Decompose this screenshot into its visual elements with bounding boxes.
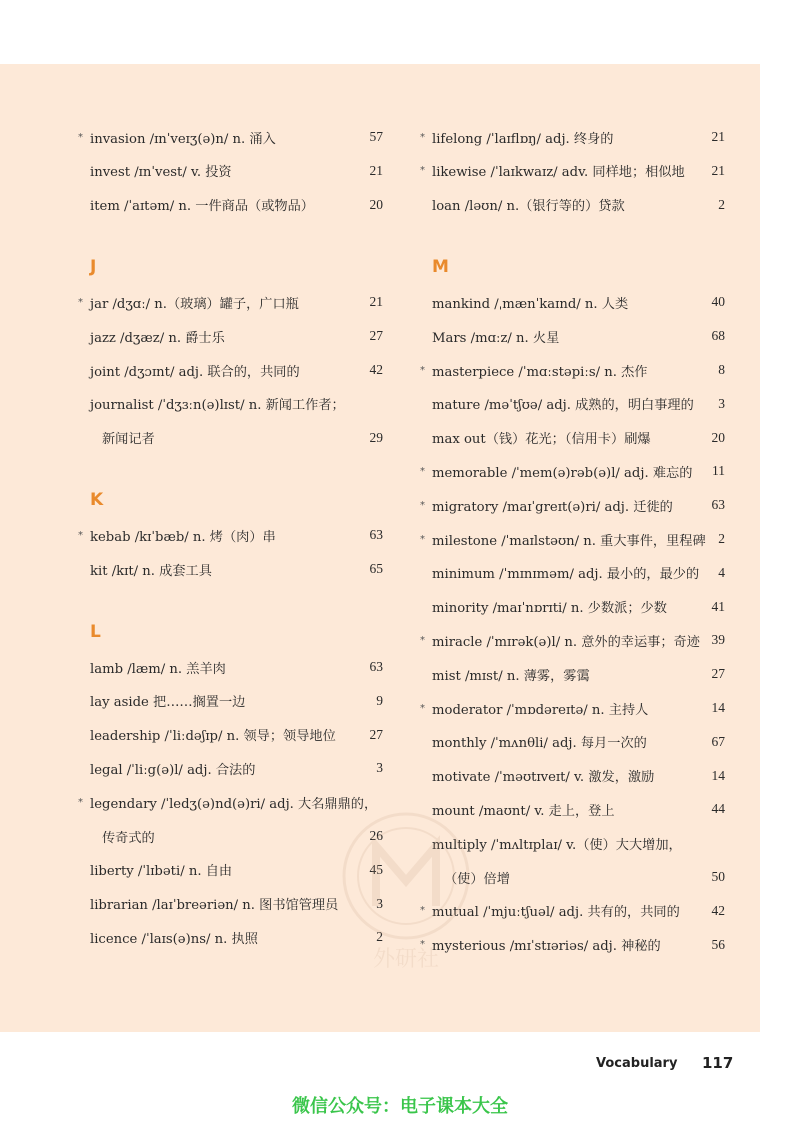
entry-text: mutual /ˈmjuːtʃuəl/ adj. 共有的，共同的 <box>432 905 680 921</box>
entry-page-number: 8 <box>718 362 725 377</box>
entry-text: lamb /læm/ n. 羔羊肉 <box>90 661 226 677</box>
entry-page-number: 50 <box>711 869 725 884</box>
vocab-entry <box>80 188 385 222</box>
entry-page-number: 63 <box>711 497 725 513</box>
vocab-entry <box>422 353 727 387</box>
vocab-entry <box>80 751 385 785</box>
entry-text: （使）倍增 <box>444 871 510 887</box>
section-letter: J <box>90 257 97 278</box>
vocab-entry <box>422 488 727 522</box>
wechat-watermark: 微信公众号：电子课本大全 <box>292 1096 508 1117</box>
vocab-entry <box>80 552 385 586</box>
entry-text: leadership /ˈliːdəʃɪp/ n. 领导；领导地位 <box>90 729 336 745</box>
star-icon: * <box>420 499 425 511</box>
entry-page-number: 9 <box>376 692 383 708</box>
star-icon: * <box>78 131 83 143</box>
entry-text: jazz /dʒæz/ n. 爵士乐 <box>90 330 225 346</box>
entry-text: librarian /laɪˈbreəriən/ n. 图书馆管理员 <box>90 898 339 914</box>
entry-text: loan /ləʊn/ n.（银行等的）贷款 <box>432 199 625 215</box>
vocab-entry <box>80 154 385 188</box>
star-icon: * <box>420 131 425 143</box>
entry-page-number: 42 <box>369 362 383 377</box>
entry-page-number: 26 <box>369 828 383 843</box>
entry-page-number: 29 <box>369 429 383 445</box>
entry-text: mist /mɪst/ n. 薄雾，雾霭 <box>432 668 590 684</box>
entry-text: milestone /ˈmaɪlstəʊn/ n. 重大事件，里程碑 <box>432 533 706 549</box>
entry-page-number: 4 <box>718 564 725 580</box>
vocab-entry <box>80 353 385 387</box>
vocab-entry <box>422 387 727 421</box>
star-icon: * <box>78 796 83 808</box>
entry-text: mankind /ˌmænˈkaɪnd/ n. 人类 <box>432 296 629 312</box>
entry-page-number: 20 <box>711 429 725 445</box>
vocab-entry <box>80 319 385 353</box>
entry-page-number: 40 <box>711 294 725 310</box>
vocab-entry <box>422 556 727 590</box>
entry-page-number: 39 <box>711 632 725 648</box>
entry-page-number: 57 <box>369 129 383 144</box>
vocab-entry <box>422 285 727 319</box>
vocab-entry <box>80 387 385 421</box>
entry-text: joint /dʒɔɪnt/ adj. 联合的，共同的 <box>90 364 300 380</box>
entry-page-number: 27 <box>369 726 383 742</box>
entry-page-number: 68 <box>711 328 725 344</box>
vocab-entry <box>80 650 385 684</box>
vocab-entry <box>422 725 727 759</box>
entry-page-number: 14 <box>711 767 725 783</box>
vocab-entry <box>422 120 727 154</box>
entry-text: Mars /mɑːz/ n. 火星 <box>432 330 560 346</box>
vocab-entry <box>422 623 727 657</box>
section-letter: M <box>432 257 449 278</box>
star-icon: * <box>420 465 425 477</box>
star-icon: * <box>420 533 425 545</box>
star-icon: * <box>78 529 83 541</box>
entry-text: item /ˈaɪtəm/ n. 一件商品（或物品） <box>90 199 314 215</box>
entry-page-number: 63 <box>369 659 383 674</box>
entry-page-number: 27 <box>369 328 383 344</box>
star-icon: * <box>420 634 425 646</box>
vocab-entry <box>422 691 727 725</box>
entry-text: legal /ˈliːg(ə)l/ adj. 合法的 <box>90 762 256 778</box>
entry-text: likewise /ˈlaɪkwaɪz/ adv. 同样地；相似地 <box>432 165 685 181</box>
entry-text: lifelong /ˈlaɪflɒŋ/ adj. 终身的 <box>432 131 614 147</box>
entry-text: 新闻记者 <box>102 432 155 448</box>
entry-text: invest /ɪnˈvest/ v. 投资 <box>90 165 232 181</box>
entry-text: kit /kɪt/ n. 成套工具 <box>90 563 212 579</box>
vocab-entry <box>422 421 727 455</box>
entry-text: multiply /ˈmʌltɪplaɪ/ v.（使）大大增加， <box>432 837 682 853</box>
star-icon: * <box>420 702 425 714</box>
entry-page-number: 67 <box>711 733 725 749</box>
vocab-entry <box>80 120 385 154</box>
entry-page-number: 27 <box>711 666 725 682</box>
entry-page-number: 42 <box>711 902 725 918</box>
vocab-entry <box>80 285 385 319</box>
publisher-seal-watermark <box>336 806 476 986</box>
vocab-entry <box>80 684 385 718</box>
entry-text: monthly /ˈmʌnθli/ adj. 每月一次的 <box>432 736 647 752</box>
entry-page-number: 14 <box>711 700 725 715</box>
entry-text: memorable /ˈmem(ə)rəb(ə)l/ adj. 难忘的 <box>432 465 693 481</box>
entry-page-number: 56 <box>711 936 725 952</box>
vocab-entry <box>422 454 727 488</box>
footer-section-label: Vocabulary <box>596 1056 678 1071</box>
entry-page-number: 21 <box>369 294 383 310</box>
vocab-entry <box>422 522 727 556</box>
star-icon: * <box>420 364 425 376</box>
vocab-entry <box>422 188 727 222</box>
entry-page-number: 3 <box>376 895 383 911</box>
entry-page-number: 2 <box>718 196 725 212</box>
vocab-entry <box>422 590 727 624</box>
entry-page-number: 63 <box>369 527 383 543</box>
entry-text: masterpiece /ˈmɑːstəpiːs/ n. 杰作 <box>432 364 648 380</box>
entry-text: lay aside 把……搁置一边 <box>90 695 246 711</box>
entry-page-number: 11 <box>712 463 725 479</box>
entry-text: motivate /ˈməʊtɪveɪt/ v. 激发，激励 <box>432 770 655 786</box>
vocab-entry <box>422 759 727 793</box>
vocab-entry <box>80 718 385 752</box>
entry-continuation <box>80 421 385 455</box>
entry-text: mature /məˈtʃʊə/ adj. 成熟的，明白事理的 <box>432 398 694 414</box>
section-letter: L <box>90 622 101 642</box>
entry-page-number: 2 <box>376 929 383 945</box>
entry-text: miracle /ˈmɪrək(ə)l/ n. 意外的幸运事；奇迹 <box>432 634 700 650</box>
entry-text: liberty /ˈlɪbəti/ n. 自由 <box>90 864 233 880</box>
entry-page-number: 44 <box>711 801 725 817</box>
entry-page-number: 20 <box>369 196 383 212</box>
vocabulary-panel <box>0 64 760 1032</box>
entry-text: journalist /ˈdʒɜːn(ə)lɪst/ n. 新闻工作者； <box>90 398 345 414</box>
entry-page-number: 21 <box>711 129 725 144</box>
entry-text: max out（钱）花光；（信用卡）刷爆 <box>432 432 651 448</box>
entry-page-number: 3 <box>376 760 383 776</box>
entry-page-number: 21 <box>711 162 725 178</box>
entry-text: mount /maʊnt/ v. 走上，登上 <box>432 803 615 819</box>
entry-page-number: 65 <box>369 561 383 577</box>
entry-page-number: 3 <box>718 395 725 411</box>
entry-text: migratory /maɪˈgreɪt(ə)ri/ adj. 迁徙的 <box>432 499 673 515</box>
entry-page-number: 21 <box>369 162 383 178</box>
entry-text: legendary /ˈledʒ(ə)nd(ə)ri/ adj. 大名鼎鼎的， <box>90 796 378 812</box>
entry-text: mysterious /mɪˈstɪəriəs/ adj. 神秘的 <box>432 939 661 955</box>
star-icon: * <box>78 296 83 308</box>
vocab-entry <box>422 319 727 353</box>
entry-text: 传奇式的 <box>102 830 155 846</box>
entry-text: licence /ˈlaɪs(ə)ns/ n. 执照 <box>90 931 258 947</box>
entry-text: invasion /ɪnˈveɪʒ(ə)n/ n. 涌入 <box>90 131 276 147</box>
star-icon: * <box>420 939 425 951</box>
vocab-entry <box>422 154 727 188</box>
entry-page-number: 2 <box>718 531 725 546</box>
star-icon: * <box>420 905 425 917</box>
svg-text:外研社: 外研社 <box>372 947 440 972</box>
entry-text: moderator /ˈmɒdəreɪtə/ n. 主持人 <box>432 702 649 718</box>
footer-page-number: 117 <box>702 1054 734 1072</box>
entry-page-number: 41 <box>711 598 725 614</box>
entry-text: kebab /kɪˈbæb/ n. 烤（肉）串 <box>90 529 276 545</box>
entry-text: jar /dʒɑː/ n.（玻璃）罐子，广口瓶 <box>90 296 299 312</box>
entry-text: minority /maɪˈnɒrɪti/ n. 少数派；少数 <box>432 601 667 617</box>
entry-text: minimum /ˈmɪnɪməm/ adj. 最小的，最少的 <box>432 567 700 583</box>
star-icon: * <box>420 165 425 177</box>
vocab-entry <box>80 518 385 552</box>
vocab-entry <box>422 657 727 691</box>
entry-page-number: 45 <box>369 861 383 877</box>
section-letter: K <box>90 490 104 511</box>
